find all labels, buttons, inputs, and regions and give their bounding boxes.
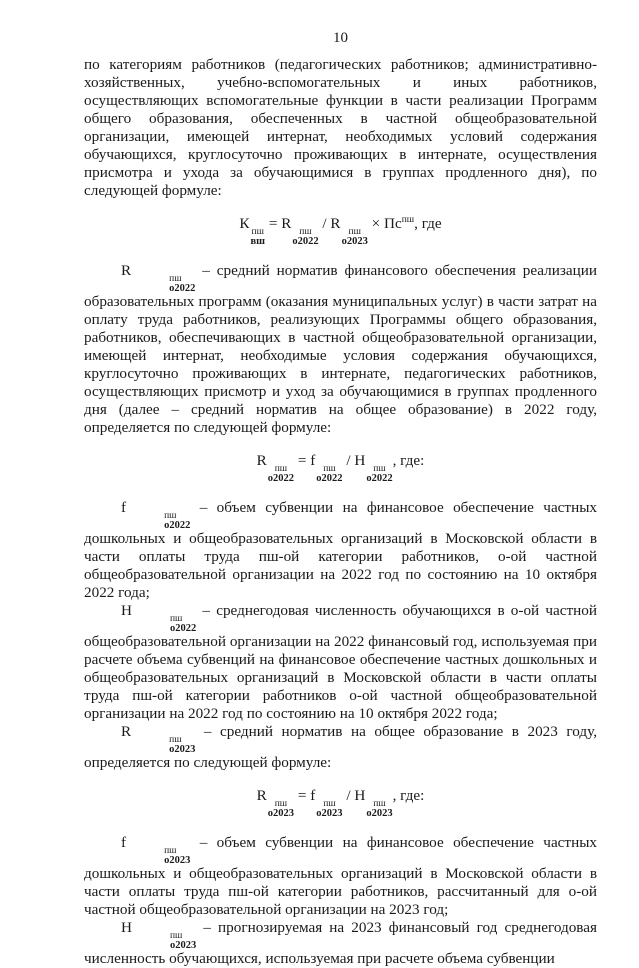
- definition-r-2022: R пш o2022 – средний норматив финансового обеспечения реализации образовательных программ (оказания муниципальных услуг) в части затрат на оплату труда работников, реализующих Программы общего образования, работников, обеспечивающих в частной общеобразовательной организации, имеющей интернат, необходимые условия содержания обучающихся, круглосуточно проживающих в интернате, педагогических работников, осуществляющих присмотр и уход за обучающимися в группах продленного дня (далее – средний норматив на общее образование) в 2022 году, определяется по следующей формуле:: [84, 262, 597, 436]
- definition-f-2022: f пш o2022 – объем субвенции на финансовое обеспечение частных дошкольных и общеобразовательных организаций в Московской области в части оплаты труда пш-ой категории работников, о-ой частной общеобразовательной организации на 2022 год по состоянию на 10 октября 2022 года;: [84, 499, 597, 601]
- symbol-r-2022: R пш o2022: [281, 215, 319, 247]
- page-number: 10: [333, 30, 348, 46]
- formula-r-2022: R пш o2022 = f пш o2022 / Н пш o2022 , где:: [256, 452, 425, 484]
- symbol-r-2023: R пш o2023: [330, 215, 368, 247]
- definition-h-2023: Н пш o2023 – прогнозируемая на 2023 финансовый год среднегодовая численность обучающихся, используемая при расчете объема субвенции: [84, 919, 597, 967]
- paragraph-categories: по категориям работников (педагогических работников; административно-хозяйственных, учебно-вспомогательных и иных работников, осуществляющих вспомогательные функции в части реализации Программ общего образования, обеспеченных в частной общеобразовательной организации, имеющей интернат, необходимых условий содержания обучающихся, круглосуточно проживающих в интернате, осуществления присмотра и ухода за обучающимися в группах продленного дня), по следующей формуле:: [84, 56, 597, 199]
- formula-r-2023: R пш o2023 = f пш o2023 / Н пш o2023 , где:: [256, 787, 425, 819]
- definition-r-2023: R пш o2023 – средний норматив на общее образование в 2023 году, определяется по следующей формуле:: [84, 723, 597, 771]
- definition-h-2022: Н пш o2022 – среднегодовая численность обучающихся в о-ой частной общеобразовательной организации на 2022 финансовый год, используемая при расчете объема субвенций на финансовое обеспечение частных дошкольных и общеобразовательных организаций в Московской области в части оплаты труда пш-ой категории работников о-ой частной общеобразовательной организации на 2022 год по состоянию на 10 октября 2022 года;: [84, 602, 597, 722]
- formula-k-coefficient: К пш вш = R пш o2022 / R пш o2023 × $Пс^{пш}$, где: [239, 214, 442, 247]
- symbol-k: К пш вш: [239, 215, 266, 247]
- definition-f-2023: f пш o2023 – объем субвенции на финансовое обеспечение частных дошкольных и общеобразовательных организаций в Московской области в части оплаты труда пш-ой категории работников, рассчитанный для о-ой частной общеобразовательной организации на 2023 год;: [84, 834, 597, 918]
